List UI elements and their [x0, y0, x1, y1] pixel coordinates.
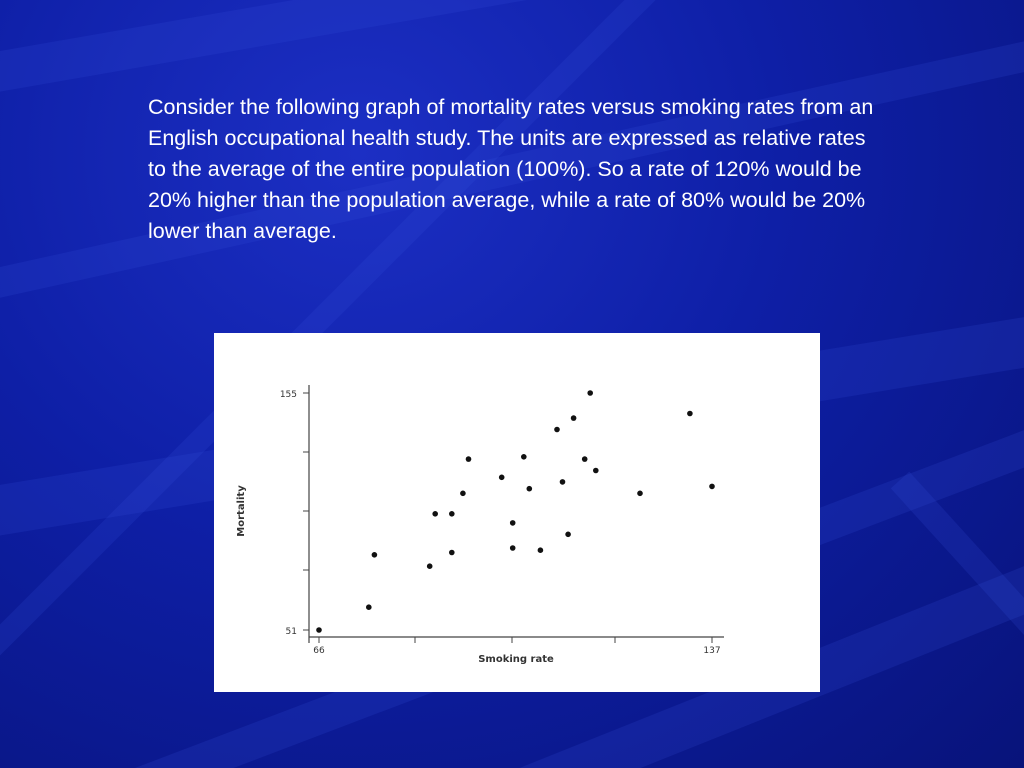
x-tick-label-right: 137 [703, 646, 721, 656]
scatter-chart [214, 333, 820, 692]
data-point-2 [372, 552, 378, 558]
data-point-24 [709, 484, 715, 490]
y-axis [303, 385, 309, 643]
y-tick-label-bottom: 51 [285, 627, 297, 637]
data-point-6 [449, 550, 455, 556]
data-point-3 [427, 563, 433, 569]
data-point-13 [527, 486, 533, 492]
data-point-21 [593, 468, 599, 474]
data-point-14 [538, 547, 544, 553]
data-point-10 [510, 520, 516, 526]
data-point-17 [565, 532, 571, 538]
data-point-19 [582, 456, 588, 462]
data-points [316, 390, 715, 633]
x-tick-label-left: 66 [313, 646, 325, 656]
slide-description: Consider the following graph of mortality rates versus smoking rates from an English occupational health study. The units are expressed as relative rates to the average of the entire population (100%). So a rate of 120% would be 20% higher than the population average, while a rate of 80% would be 20% lower than average. [148, 95, 874, 243]
data-point-20 [587, 390, 593, 396]
chart-panel [214, 333, 820, 692]
data-point-11 [510, 545, 516, 551]
data-point-9 [499, 475, 505, 481]
data-point-7 [460, 491, 466, 497]
data-point-0 [316, 627, 322, 633]
y-tick-label-top: 155 [279, 390, 297, 400]
data-point-18 [571, 415, 577, 421]
x-axis-label: Smoking rate [478, 654, 554, 665]
y-axis-label: Mortality [236, 485, 247, 537]
data-point-22 [637, 491, 643, 497]
data-point-15 [554, 427, 560, 433]
data-point-1 [366, 604, 372, 610]
x-axis [309, 637, 724, 643]
data-point-5 [449, 511, 455, 517]
data-point-12 [521, 454, 527, 460]
data-point-8 [466, 456, 472, 462]
data-point-4 [432, 511, 438, 517]
data-point-16 [560, 479, 566, 485]
data-point-23 [687, 411, 693, 417]
